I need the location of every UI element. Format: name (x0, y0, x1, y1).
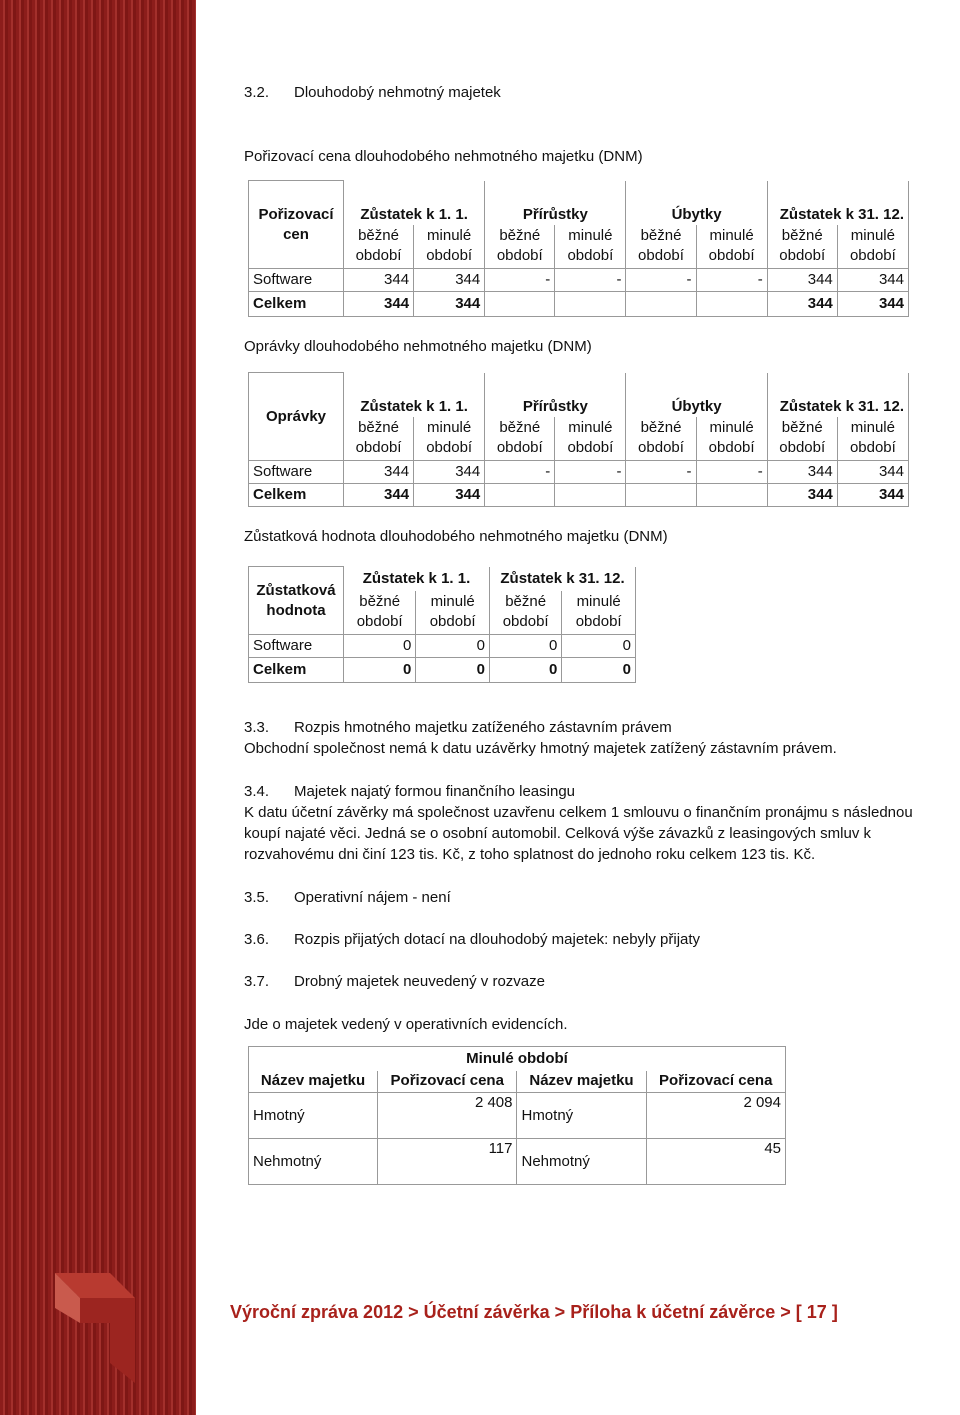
current-period-label: běžné období (489, 591, 561, 635)
group-header: Přírůstky (485, 373, 626, 417)
asset-name: Nehmotný (249, 1139, 378, 1185)
table-cell (485, 484, 555, 507)
brand-mark-icon (50, 1268, 140, 1388)
table-row (249, 658, 636, 683)
section-3-4-text-line: K datu účetní závěrky má společnost uzavřenu celkem 1 smlouvu o finančním pronájmu s následnou (244, 804, 913, 821)
group-header: Zůstatek k 1. 1. (344, 567, 490, 591)
row-label: Celkem (249, 658, 344, 683)
group-header: Zůstatek k 31. 12. (767, 181, 908, 225)
previous-period-label: minulé období (837, 225, 908, 269)
table-cell: 344 (414, 292, 485, 317)
table-row (249, 484, 909, 507)
group-header: Úbytky (626, 181, 767, 225)
table-cell (485, 292, 555, 317)
group-header: Zůstatek k 1. 1. (344, 373, 485, 417)
current-period-label: běžné období (767, 225, 837, 269)
table-cell (555, 292, 626, 317)
opr-table-title: Oprávky dlouhodobého nehmotného majetku (DNM) (244, 338, 592, 355)
current-period-label: běžné období (485, 417, 555, 461)
section-3-4-text-line: rozvahovému dni činí 123 tis. Kč, z toho splatnost do jednoho roku celkem 123 tis. Kč. (244, 846, 816, 863)
section-heading-3-2: 3.2. Dlouhodobý nehmotný majetek (244, 84, 501, 101)
table-row (249, 292, 909, 317)
table-cell: - (626, 461, 696, 484)
group-header: Přírůstky (485, 181, 626, 225)
table-cell: 344 (414, 484, 485, 507)
group-header: Zůstatek k 31. 12. (489, 567, 635, 591)
row-header: Pořizovací cen (249, 181, 344, 269)
row-label: Celkem (249, 292, 344, 317)
current-period-label: běžné období (344, 417, 414, 461)
table-cell: 0 (562, 635, 636, 658)
asset-name: Hmotný (517, 1093, 646, 1139)
section-heading-3-6: 3.6. Rozpis přijatých dotací na dlouhodobý majetek: nebyly přijaty (244, 931, 701, 948)
table-cell (696, 484, 767, 507)
section-heading-3-4: 3.4. Majetek najatý formou finančního leasingu (244, 783, 576, 800)
section-3-4-text-line: koupí najaté věci. Jedná se o osobní automobil. Celková výše závazků z leasingových smluv k (244, 825, 871, 842)
table-cell: - (626, 269, 696, 292)
column-header: Název majetku (249, 1071, 378, 1093)
page-footer: Výroční zpráva 2012 > Účetní závěrka > Příloha k účetní závěrce > [ 17 ] (230, 1302, 838, 1322)
table-cell: 0 (416, 658, 490, 683)
previous-period-label: minulé období (414, 225, 485, 269)
table-cell (696, 292, 767, 317)
table-cell (555, 484, 626, 507)
row-label: Software (249, 269, 344, 292)
current-period-label: běžné období (485, 225, 555, 269)
zh-table-title: Zůstatková hodnota dlouhodobého nehmotného majetku (DNM) (244, 528, 668, 545)
table-cell: - (485, 461, 555, 484)
row-header: Oprávky (249, 373, 344, 461)
asset-name: Hmotný (249, 1093, 378, 1139)
table-cell: 344 (837, 461, 908, 484)
table-cell: 344 (767, 461, 837, 484)
table-cell: 0 (562, 658, 636, 683)
previous-period-label: minulé období (555, 225, 626, 269)
drobny-text: Jde o majetek vedený v operativních evidencích. (244, 1016, 568, 1033)
table-cell (626, 292, 696, 317)
table-cell: 344 (344, 461, 414, 484)
asset-cost: 45 (646, 1139, 786, 1185)
row-label: Celkem (249, 484, 344, 507)
current-period-label: běžné období (344, 225, 414, 269)
section-heading-3-3: 3.3. Rozpis hmotného majetku zatíženého zástavním právem (244, 719, 672, 736)
section-3-3-text: Obchodní společnost nemá k datu uzávěrky hmotný majetek zatížený zástavním právem. (244, 740, 837, 757)
column-header: Pořizovací cena (378, 1071, 517, 1093)
table-cell: 0 (344, 658, 416, 683)
table-cell: - (555, 269, 626, 292)
table-row (249, 635, 636, 658)
table-cell: 344 (767, 269, 837, 292)
table-cell: 344 (767, 292, 837, 317)
section-heading-3-5: 3.5. Operativní nájem - není (244, 889, 451, 906)
table-header: Minulé období (249, 1047, 786, 1071)
page-content (244, 0, 960, 1415)
current-period-label: běžné období (626, 225, 696, 269)
table-cell (626, 484, 696, 507)
asset-cost: 2 094 (646, 1093, 786, 1139)
current-period-label: běžné období (767, 417, 837, 461)
table-row (249, 461, 909, 484)
section-heading-3-7: 3.7. Drobný majetek neuvedený v rozvaze (244, 973, 545, 990)
table-cell: 344 (414, 461, 485, 484)
group-header: Úbytky (626, 373, 767, 417)
table-cell: - (696, 269, 767, 292)
table-cell: 344 (344, 292, 414, 317)
table-cell: - (555, 461, 626, 484)
pc-table (248, 180, 909, 317)
table-row (249, 1093, 786, 1139)
table-cell: - (485, 269, 555, 292)
asset-name: Nehmotný (517, 1139, 646, 1185)
decorative-sidebar (0, 0, 196, 1415)
previous-period-label: minulé období (416, 591, 490, 635)
current-period-label: běžné období (344, 591, 416, 635)
zh-table (248, 566, 636, 683)
row-label: Software (249, 635, 344, 658)
asset-cost: 117 (378, 1139, 517, 1185)
table-cell: 344 (344, 484, 414, 507)
opr-table (248, 372, 909, 507)
group-header: Zůstatek k 31. 12. (767, 373, 908, 417)
table-cell: 344 (837, 484, 908, 507)
table-cell: 0 (489, 635, 561, 658)
table-cell: 344 (414, 269, 485, 292)
pc-table-title: Pořizovací cena dlouhodobého nehmotného majetku (DNM) (244, 148, 643, 165)
drobny-table (248, 1046, 786, 1185)
table-cell: 344 (837, 292, 908, 317)
asset-cost: 2 408 (378, 1093, 517, 1139)
table-cell: 0 (416, 635, 490, 658)
current-period-label: běžné období (626, 417, 696, 461)
previous-period-label: minulé období (837, 417, 908, 461)
previous-period-label: minulé období (696, 225, 767, 269)
table-cell: 344 (767, 484, 837, 507)
previous-period-label: minulé období (562, 591, 636, 635)
table-row (249, 269, 909, 292)
row-label: Software (249, 461, 344, 484)
table-cell: 344 (837, 269, 908, 292)
group-header: Zůstatek k 1. 1. (344, 181, 485, 225)
table-row (249, 1139, 786, 1185)
previous-period-label: minulé období (555, 417, 626, 461)
row-header: Zůstatková hodnota (249, 567, 344, 635)
table-cell: 344 (344, 269, 414, 292)
column-header: Pořizovací cena (646, 1071, 786, 1093)
table-cell: - (696, 461, 767, 484)
previous-period-label: minulé období (696, 417, 767, 461)
column-header: Název majetku (517, 1071, 646, 1093)
previous-period-label: minulé období (414, 417, 485, 461)
table-cell: 0 (344, 635, 416, 658)
table-cell: 0 (489, 658, 561, 683)
